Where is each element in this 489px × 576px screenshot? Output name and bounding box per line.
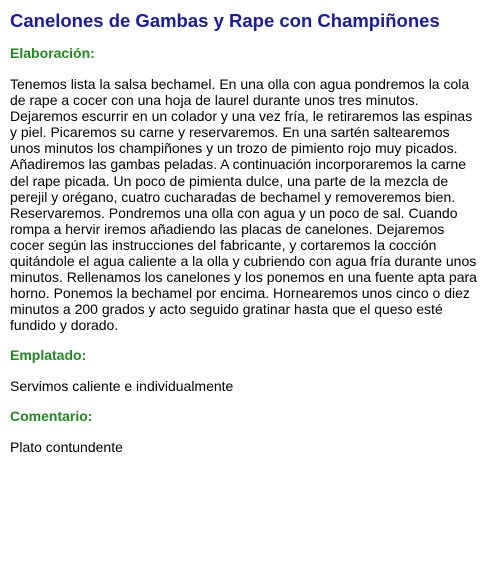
section-emplatado: [10, 346, 479, 394]
section-heading-elaboracion: Elaboración:: [10, 45, 95, 61]
section-heading-comentario: Comentario:: [10, 407, 93, 424]
section-text-elaboracion: Tenemos lista la salsa bechamel. En una olla con agua pondremos la cola de rape a cocer con una hoja de laurel durante unos tres minutos. Dejaremos escurrir en un colador y una vez fría, le retiraremos las espinas y piel. Picaremos su carne y reservaremos. En una sartén saltearemos unos minutos los champiñones y un trozo de pimiento rojo muy picados. Añadiremos las gambas peladas. A continuación incorporaremos la carne del rape picada. Un poco de pimienta dulce, una parte de la mezcla de perejil y orégano, cuatro cucharadas de bechamel y removeremos bien. Reservaremos. Pondremos una olla con agua y un poco de sal. Cuando rompa a hervir iremos añadiendo las placas de canelones. Dejaremos cocer según las instrucciones del fabricante, y cortaremos la cocción quitándole el agua caliente a la olla y cubriendo con agua fría durante unos minutos. Rellenamos los canelones y los ponemos en una fuente apta para horno. Ponemos la bechamel por encima. Hornearemos unos cinco o diez minutos a 200 grados y acto seguido gratinar hasta que el queso esté fundido y dorado.: [10, 76, 477, 334]
section-heading-emplatado: Emplatado:: [10, 346, 87, 363]
section-text-comentario: Plato contundente: [10, 438, 123, 455]
section-elaboracion: [10, 44, 479, 334]
section-text-emplatado: Servimos caliente e individualmente: [10, 377, 234, 394]
section-comentario: [10, 407, 479, 455]
recipe-title: Canelones de Gambas y Rape con Champiñones: [10, 10, 440, 31]
